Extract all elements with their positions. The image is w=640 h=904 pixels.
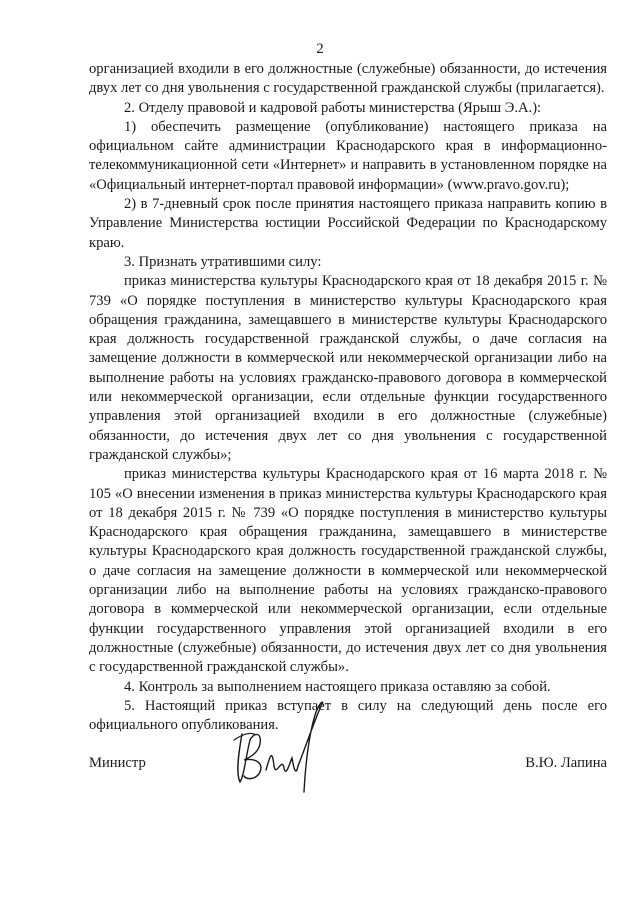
signatory-name: В.Ю. Лапина bbox=[525, 755, 607, 771]
paragraph-item-4: 4. Контроль за выполнением настоящего приказа оставляю за собой. bbox=[124, 678, 551, 695]
signature-row bbox=[89, 754, 607, 778]
paragraph-revoked-order-1: приказ министерства культуры Краснодарского края от 18 декабря 2015 г. № 739 «О порядке поступления в министерство культуры Краснодарского края обращения гражданина, замещавшего в министерстве культуры Краснодарского края должность государственной гражданской службы, о даче согласия на замещение должности в коммерческой или некоммерческой организации либо на выполнение работы на условиях гражданско-правового договора в коммерческой или некоммерческой организации, если отдельные функции государственного управления этой организацией входили в его должностные (служебные) обязанности, до истечения двух лет со дня увольнения с государственной гражданской службы»; bbox=[89, 273, 607, 463]
signatory-title: Министр bbox=[89, 755, 146, 771]
paragraph-continuation: организацией входили в его должностные (служебные) обязанности, до истечения двух лет со дня увольнения с государственной гражданской службы (прилагается). bbox=[89, 61, 607, 97]
paragraph-item-2-1: 1) обеспечить размещение (опубликование) настоящего приказа на официальном сайте администрации Краснодарского края в информационно-телекоммуникационной сети «Интернет» и направить в установленном порядке на «Официальный интернет-портал правовой информации» (www.pravo.gov.ru); bbox=[89, 118, 607, 193]
page-number: 2 bbox=[316, 41, 324, 57]
paragraph-item-2-2: 2) в 7-дневный срок после принятия настоящего приказа направить копию в Управление Министерства юстиции Российской Федерации по Краснодарскому краю. bbox=[89, 196, 607, 251]
document-body bbox=[89, 60, 607, 735]
paragraph-item-3: 3. Признать утратившими силу: bbox=[124, 253, 322, 270]
paragraph-item-2: 2. Отделу правовой и кадровой работы министерства (Ярыш Э.А.): bbox=[124, 99, 542, 116]
paragraph-item-5: 5. Настоящий приказ вступает в силу на следующий день после его официального опубликования. bbox=[89, 697, 607, 734]
paragraph-revoked-order-2: приказ министерства культуры Краснодарского края от 16 марта 2018 г. № 105 «О внесении изменения в приказ министерства культуры Краснодарского края от 18 декабря 2015 г. № 739 «О порядке поступления в министерство культуры Краснодарского края обращения гражданина, замещавшего в министерстве культуры Краснодарского края должность государственной гражданской службы, о даче согласия на замещение должности в коммерческой или некоммерческой организации либо на выполнение работы на условиях гражданско-правового договора в коммерческой или некоммерческой организации, если отдельные функции государственного управления этой организацией входили в его должностные (служебные) обязанности, до истечения двух лет со дня увольнения с государственной гражданской службы». bbox=[89, 466, 607, 676]
handwritten-signature bbox=[228, 696, 332, 796]
